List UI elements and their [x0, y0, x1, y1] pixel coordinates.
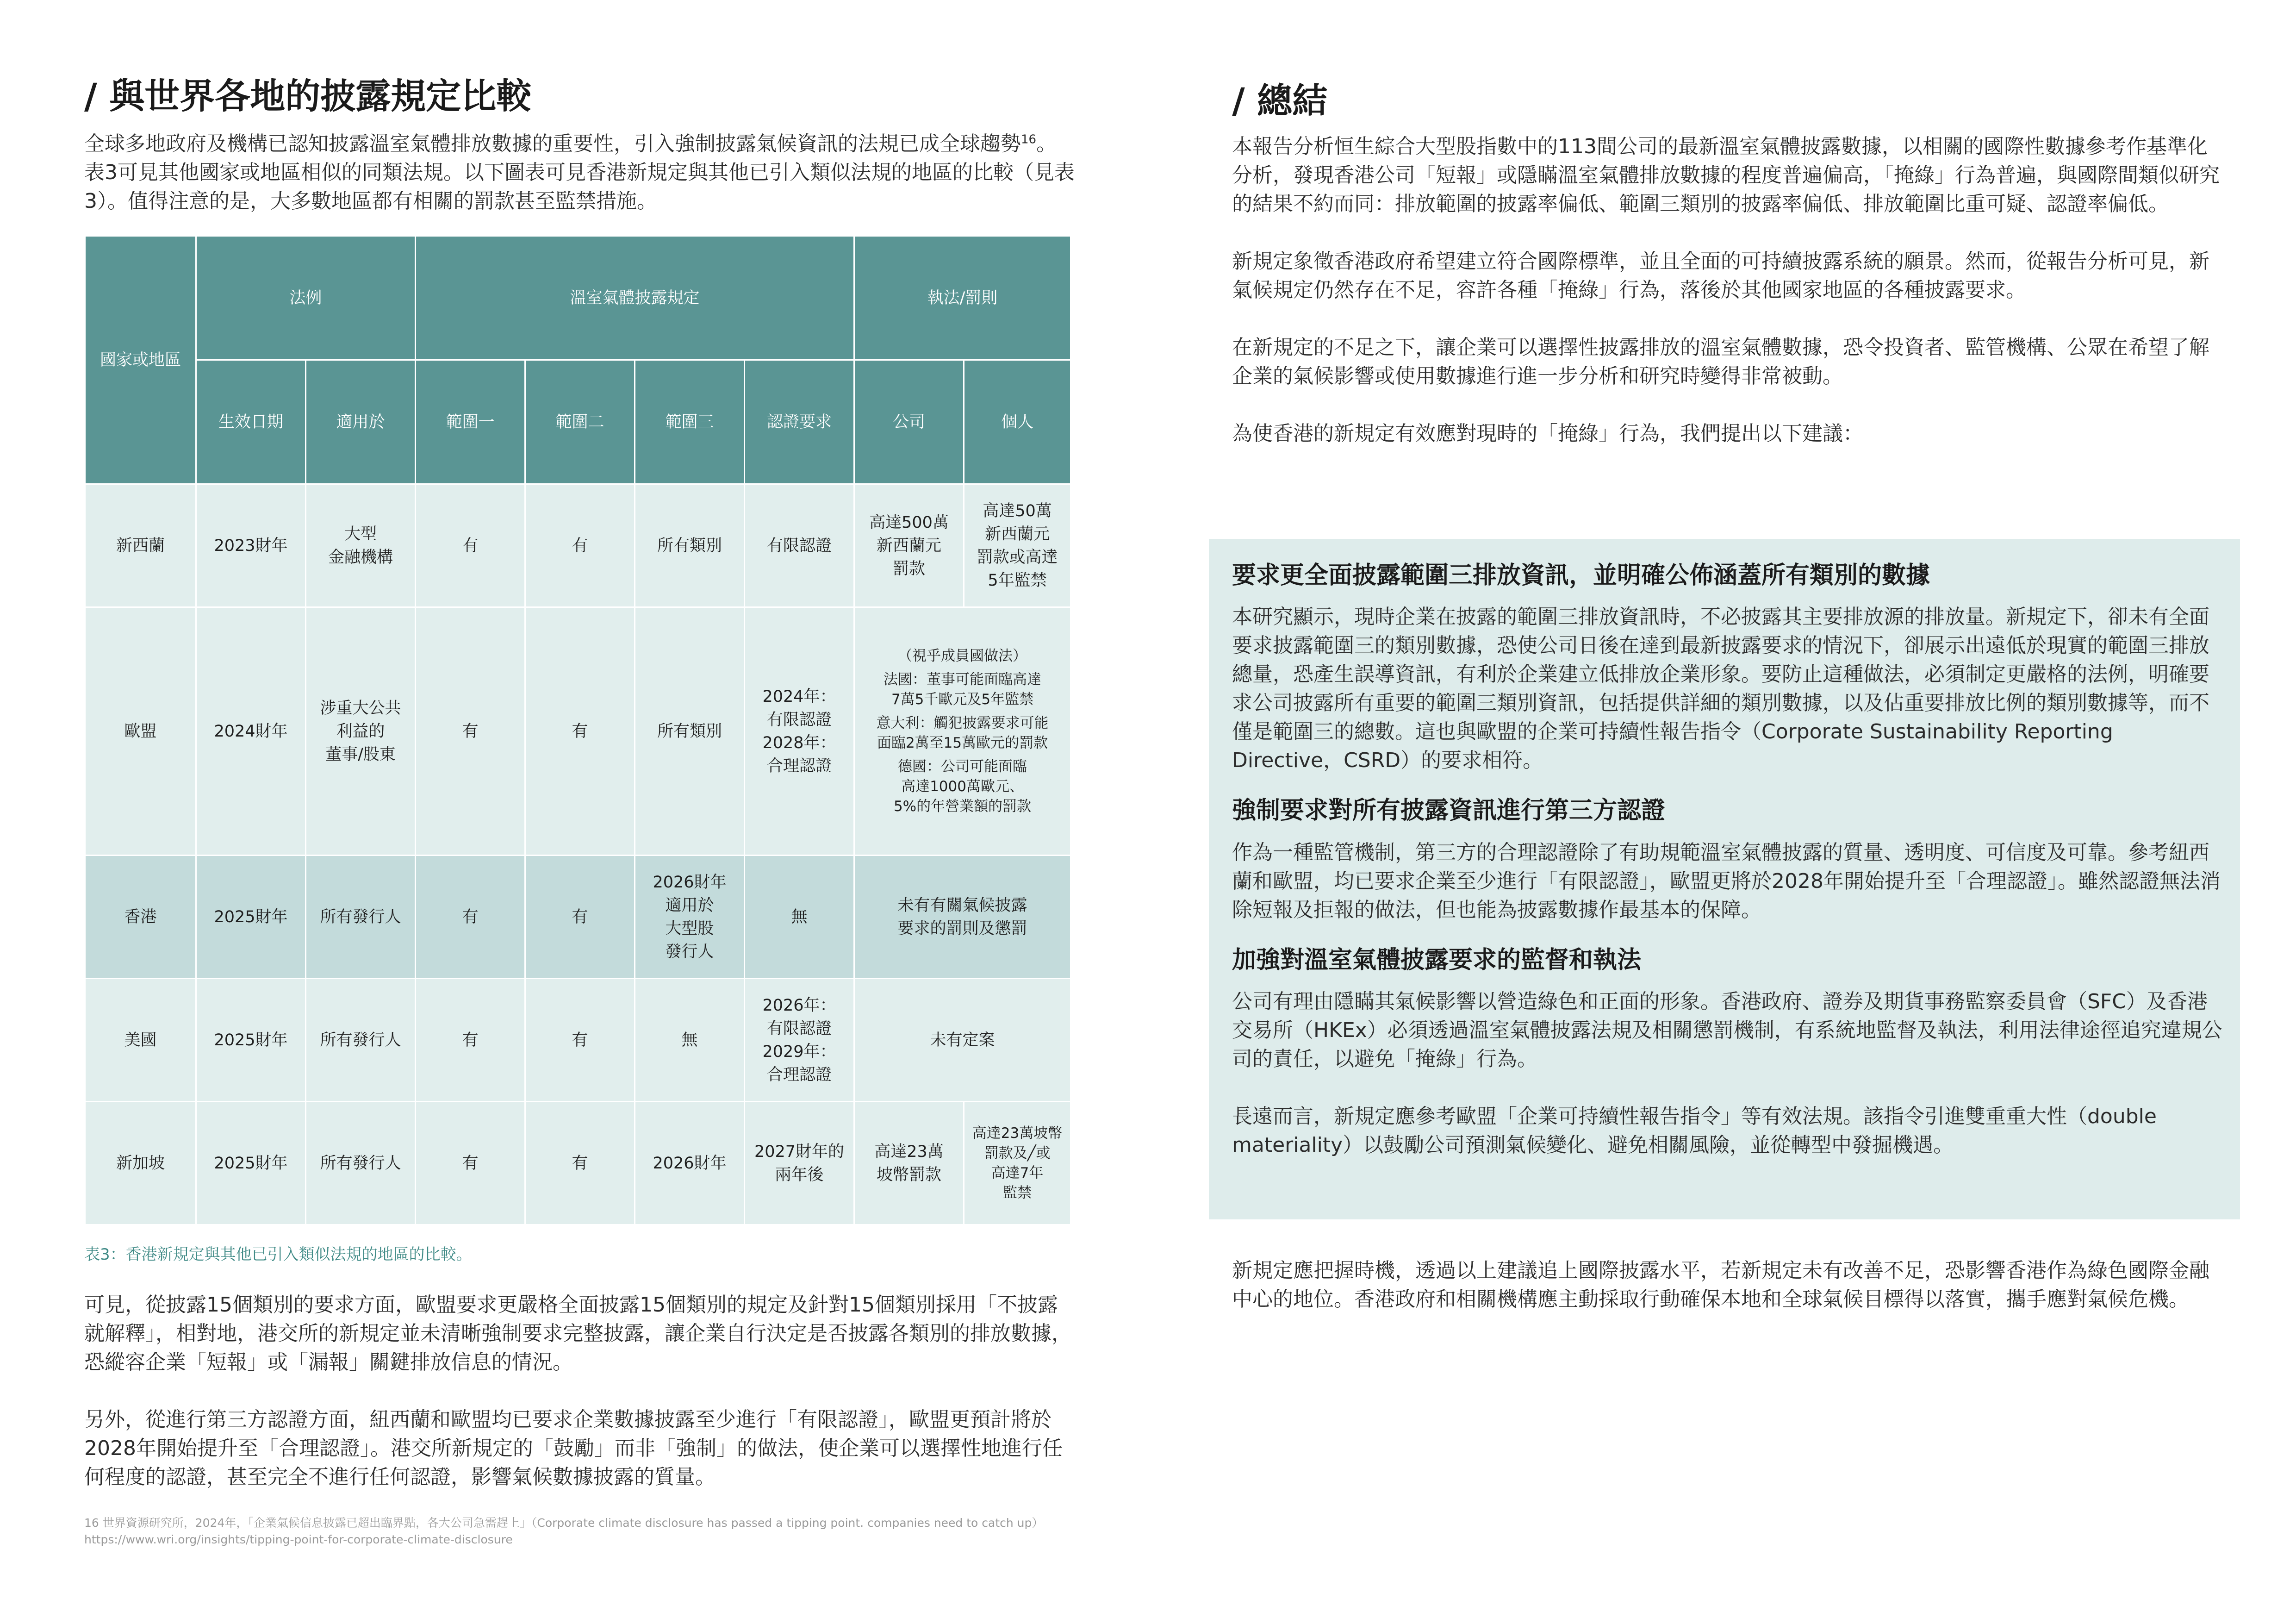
footnote-url: https://www.wri.org/insights/tipping-point-for-corporate-climate-disclosure	[84, 1533, 513, 1546]
recommendation-body: 公司有理由隱瞞其氣候影響以營造綠色和正面的形象。香港政府、證券及期貨事務監察委員會（SFC）及香港交易所（HKEx）必須透過溫室氣體披露法規及相關懲罰機制，有系統地監督及執法，利用法律途徑追究違規公司的責任，以避免「掩綠」行為。	[1232, 990, 2222, 1071]
cell-scope1: 有	[416, 484, 525, 607]
table-row	[85, 979, 1071, 1102]
cell-penalty-merged: 未有有關氣候披露 要求的罰則及懲罰	[854, 856, 1071, 979]
comparison-table	[84, 235, 1071, 1225]
recommendation-title: 要求更全面披露範圍三排放資訊，並明確公佈涵蓋所有類別的數據	[1232, 562, 1930, 589]
intro-text-rest: 。表3可見其他國家或地區相似的同類法規。以下圖表可見香港新規定與其他已引入類似法規的地區的比較（見表3）。值得注意的是，大多數地區都有相關的罰款甚至監禁措施。	[84, 132, 1075, 213]
right-section-title: / 總結	[1232, 80, 1328, 121]
paragraph: 可見，從披露15個類別的要求方面，歐盟要求更嚴格全面披露15個類別的規定及針對15個類別採用「不披露就解釋」，相對地，港交所的新規定並未清晰強制要求完整披露，讓企業自行決定是否披露各類別的排放數據，恐縱容企業「短報」或「漏報」關鍵排放信息的情況。	[84, 1293, 1072, 1374]
cell-individual-penalty: 高達50萬 新西蘭元 罰款或高達 5年監禁	[964, 484, 1071, 607]
cell-scope1: 有	[416, 856, 525, 979]
cell-assurance: 2027財年的 兩年後	[745, 1102, 854, 1225]
cell-scope2: 有	[525, 856, 635, 979]
cell-applies: 涉重大公共 利益的 董事/股東	[306, 607, 416, 856]
intro-text: 全球多地政府及機構已認知披露溫室氣體排放數據的重要性，引入強制披露氣候資訊的法規已成全球趨勢	[84, 132, 1021, 156]
cell-region: 美國	[85, 979, 196, 1102]
cell-date: 2025財年	[196, 1102, 306, 1225]
cell-assurance: 2024年： 有限認證 2028年： 合理認證	[745, 607, 854, 856]
cell-assurance: 2026年： 有限認證 2029年： 合理認證	[745, 979, 854, 1102]
header-enforcement: 執法/罰則	[854, 236, 1071, 360]
cell-scope3: 所有類別	[635, 484, 745, 607]
paragraph: 為使香港的新規定有效應對現時的「掩綠」行為，我們提出以下建議：	[1232, 422, 1863, 445]
cell-scope2: 有	[525, 484, 635, 607]
cell-scope3: 所有類別	[635, 607, 745, 856]
cell-region: 新加坡	[85, 1102, 196, 1225]
cell-region: 新西蘭	[85, 484, 196, 607]
table-row	[85, 1102, 1071, 1225]
header-scope1: 範圍一	[416, 360, 525, 484]
cell-eu-penalties: （視乎成員國做法） 法國：董事可能面臨高達 7萬5千歐元及5年監禁 意大利：觸犯披露要求可能 面臨2萬至15萬歐元的罰款 德國：公司可能面臨 高達1000萬歐元、 5%的年營業額的罰款	[854, 607, 1071, 856]
table-row	[85, 484, 1071, 607]
footnote	[84, 1515, 1102, 1548]
header-region: 國家或地區	[85, 236, 196, 484]
cell-scope3: 2026財年	[635, 1102, 745, 1225]
header-assurance: 認證要求	[745, 360, 854, 484]
header-scope2: 範圍二	[525, 360, 635, 484]
footnote-text: 16 世界資源研究所，2024年，「企業氣候信息披露已超出臨界點，各大公司急需趕上」（Corporate climate disclosure has passed a tipping point. companies need to catch up）	[84, 1516, 1044, 1530]
table-caption: 表3：香港新規定與其他已引入類似法規的地區的比較。	[84, 1245, 472, 1264]
header-company: 公司	[854, 360, 964, 484]
cell-scope2: 有	[525, 607, 635, 856]
cell-scope1: 有	[416, 979, 525, 1102]
recommendation-title: 強制要求對所有披露資訊進行第三方認證	[1232, 797, 1666, 825]
header-effective-date: 生效日期	[196, 360, 306, 484]
header-applies-to: 適用於	[306, 360, 416, 484]
recommendation-body: 長遠而言，新規定應參考歐盟「企業可持續性報告指令」等有效法規。該指令引進雙重重大性（double materiality）以鼓勵公司預測氣候變化、避免相關風險，並從轉型中發掘機遇。	[1232, 1105, 2157, 1157]
header-law: 法例	[196, 236, 416, 360]
recommendation-body: 作為一種監管機制，第三方的合理認證除了有助規範溫室氣體披露的質量、透明度、可信度及可靠。參考紐西蘭和歐盟，均已要求企業至少進行「有限認證」，歐盟更將於2028年開始提升至「合理認證」。雖然認證無法消除短報及拒報的做法，但也能為披露數據作最基本的保障。	[1232, 840, 2221, 922]
cell-applies: 所有發行人	[306, 856, 416, 979]
recommendation-title: 加強對溫室氣體披露要求的監督和執法	[1232, 946, 1642, 974]
cell-scope2: 有	[525, 979, 635, 1102]
cell-date: 2023財年	[196, 484, 306, 607]
cell-region: 歐盟	[85, 607, 196, 856]
cell-assurance: 有限認證	[745, 484, 854, 607]
paragraph: 本報告分析恒生綜合大型股指數中的113間公司的最新溫室氣體披露數據，以相關的國際性數據參考作基準化分析，發現香港公司「短報」或隱瞞溫室氣體排放數據的程度普遍偏高，「掩綠」行為普遍，與國際間類似研究的結果不約而同：排放範圍的披露率偏低、範圍三類別的披露率偏低、排放範圍比重可疑、認證率偏低。	[1232, 135, 2220, 216]
left-section-title: / 與世界各地的披露規定比較	[84, 75, 532, 117]
cell-assurance: 無	[745, 856, 854, 979]
header-individual: 個人	[964, 360, 1071, 484]
header-ghg-disclosure: 溫室氣體披露規定	[416, 236, 854, 360]
left-body	[84, 1291, 1075, 1492]
recommendations-box	[1209, 539, 2240, 1219]
recommendation-body: 本研究顯示，現時企業在披露的範圍三排放資訊時，不必披露其主要排放源的排放量。新規定下，卻未有全面要求披露範圍三的類別數據，恐使公司日後在達到最新披露要求的情況下，卻展示出遠低於現實的範圍三排放總量，恐產生誤導資訊，有利於企業建立低排放企業形象。要防止這種做法，必須制定更嚴格的法例，明確要求公司披露所有重要的範圍三類別資訊，包括提供詳細的類別數據，以及佔重要排放比例的類別數據等，而不僅是範圍三的總數。這也與歐盟的企業可持續性報告指令（Corporate Sustainability Reporting Directive，CSRD）的要求相符。	[1232, 605, 2209, 773]
paragraph: 在新規定的不足之下，讓企業可以選擇性披露排放的溫室氣體數據，恐令投資者、監管機構、公眾在希望了解企業的氣候影響或使用數據進行進一步分析和研究時變得非常被動。	[1232, 336, 2209, 388]
cell-applies: 所有發行人	[306, 979, 416, 1102]
cell-date: 2024財年	[196, 607, 306, 856]
header-scope3: 範圍三	[635, 360, 745, 484]
cell-scope1: 有	[416, 607, 525, 856]
cell-scope3: 無	[635, 979, 745, 1102]
paragraph: 新規定象徵香港政府希望建立符合國際標準，並且全面的可持續披露系統的願景。然而，從報告分析可見，新氣候規定仍然存在不足，容許各種「掩綠」行為，落後於其他國家地區的各種披露要求。	[1232, 250, 2209, 302]
table-row	[85, 607, 1071, 856]
cell-scope2: 有	[525, 1102, 635, 1225]
cell-date: 2025財年	[196, 979, 306, 1102]
paragraph: 另外，從進行第三方認證方面，紐西蘭和歐盟均已要求企業數據披露至少進行「有限認證」，歐盟更預計將於2028年開始提升至「合理認證」。港交所新規定的「鼓勵」而非「強制」的做法，使企業可以選擇性地進行任何程度的認證，甚至完全不進行任何認證，影響氣候數據披露的質量。	[84, 1408, 1063, 1489]
cell-penalty-merged: 未有定案	[854, 979, 1071, 1102]
cell-applies: 大型 金融機構	[306, 484, 416, 607]
cell-date: 2025財年	[196, 856, 306, 979]
left-intro	[84, 130, 1075, 216]
cell-scope1: 有	[416, 1102, 525, 1225]
cell-region: 香港	[85, 856, 196, 979]
cell-scope3: 2026財年 適用於 大型股 發行人	[635, 856, 745, 979]
closing-paragraph: 新規定應把握時機，透過以上建議追上國際披露水平，若新規定未有改善不足，恐影響香港作為綠色國際金融中心的地位。香港政府和相關機構應主動採取行動確保本地和全球氣候目標得以落實，攜手應對氣候危機。	[1232, 1259, 2209, 1311]
cell-company-penalty: 高達500萬 新西蘭元 罰款	[854, 484, 964, 607]
footnote-ref: 16	[1021, 132, 1037, 147]
cell-applies: 所有發行人	[306, 1102, 416, 1225]
table-row	[85, 856, 1071, 979]
right-body	[1232, 132, 2222, 448]
cell-company-penalty: 高達23萬 坡幣罰款	[854, 1102, 964, 1225]
cell-individual-penalty: 高達23萬坡幣 罰款及╱或 高達7年 監禁	[964, 1102, 1071, 1225]
